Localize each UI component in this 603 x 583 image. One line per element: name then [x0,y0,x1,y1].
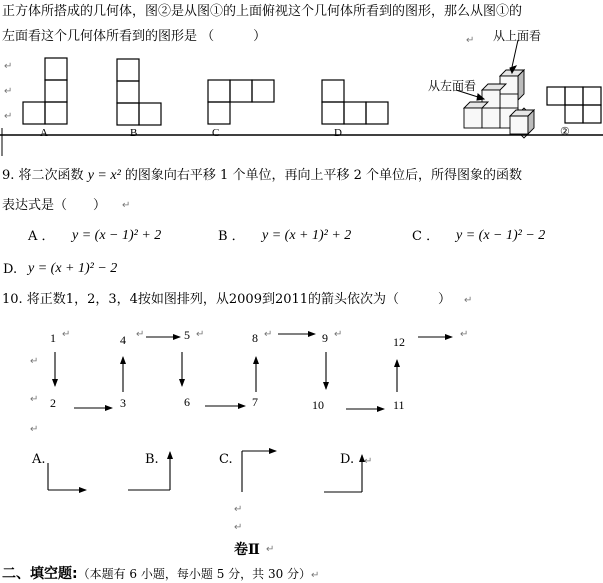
q10-option-b-label: B. [145,452,159,467]
q8-stem-line1: 正方体所搭成的几何体，图②是从图①的上面俯视这个几何体所看到的图形，那么从图①的 [2,4,523,19]
paragraph-mark: ↵ [264,329,273,340]
q9-option-d-label: D. [3,262,18,277]
q9-function: y = x² [87,168,121,183]
number-4: 4 [120,333,126,347]
section2-title: 二、填空题: [2,566,78,582]
q9-option-a: y = (x − 1)² + 2 [72,228,162,243]
paragraph-mark: ↵ [234,522,243,533]
paragraph-mark: ↵ [464,295,473,306]
q9-option-c-label: C ． [412,229,440,244]
q9-option-b: y = (x + 1)² + 2 [262,228,352,243]
q10-option-a-figure [48,463,86,490]
q10-option-a-label: A. [32,452,46,467]
section2-note: （本题有 6 小题，每小题 5 分，共 30 分） [77,567,312,581]
q10-option-c-label: C. [219,452,233,467]
paragraph-mark: ↵ [266,544,275,555]
number-11: 11 [393,398,405,412]
number-6: 6 [184,395,190,409]
paragraph-mark: ↵ [122,200,131,211]
paragraph-mark: ↵ [334,329,343,340]
number-8: 8 [252,331,258,345]
paragraph-mark: ↵ [466,35,475,46]
q8-stem-line2: 左面看这个几何体所看到的图形是 （ ） [2,29,267,44]
q10-option-d-label: D. [340,452,355,467]
q9-stem-suffix: 的图象向右平移 1 个单位，再向上平移 2 个单位后，所得图象的函数 [124,168,522,183]
number-2: 2 [50,396,56,410]
paragraph-mark: ↵ [4,111,13,122]
paragraph-mark: ↵ [136,329,145,340]
section2-heading [2,563,319,583]
number-12: 12 [393,335,405,349]
q10-option-b-figure [128,452,170,490]
paragraph-mark: ↵ [234,504,243,515]
paragraph-mark: ↵ [30,356,39,367]
option-a-label: A [40,127,48,139]
paragraph-mark: ↵ [311,570,320,581]
q10-stem: 10. 将正数1，2，3，4按如图排列，从2009到2011的箭头依次为（ ） [2,292,452,307]
q9-option-d: y = (x + 1)² − 2 [28,261,118,276]
paragraph-mark: ↵ [30,394,39,405]
figure2-label: ② [560,125,570,138]
q9-stem-line2: 表达式是（ ） [2,198,107,213]
number-10: 10 [312,398,324,412]
q10-option-c-figure [242,451,276,492]
option-d-label: D [334,127,342,139]
paragraph-mark: ↵ [196,329,205,340]
option-c-label: C [212,127,220,139]
paragraph-mark: ↵ [30,424,39,435]
q9-stem-prefix: 9. 将二次函数 [2,168,84,183]
number-3: 3 [120,396,126,410]
paragraph-mark: ↵ [460,329,469,340]
paragraph-mark: ↵ [62,329,71,340]
view-top-label: 从上面看 [493,29,542,43]
paragraph-mark: ↵ [364,456,373,467]
volume-heading: 卷Ⅱ [234,542,260,558]
number-9: 9 [322,331,328,345]
paragraph-mark: ↵ [4,61,13,72]
paragraph-mark: ↵ [4,86,13,97]
number-5: 5 [184,328,190,342]
q9-option-b-label: B ． [218,229,245,244]
view-left-label: 从左面看 [428,79,477,93]
option-b-label: B [130,127,138,139]
q10-option-d-figure [324,455,362,492]
q9-option-c: y = (x − 1)² − 2 [456,228,546,243]
q9-option-a-label: A ． [28,229,55,244]
number-7: 7 [252,395,258,409]
number-1: 1 [50,331,56,345]
